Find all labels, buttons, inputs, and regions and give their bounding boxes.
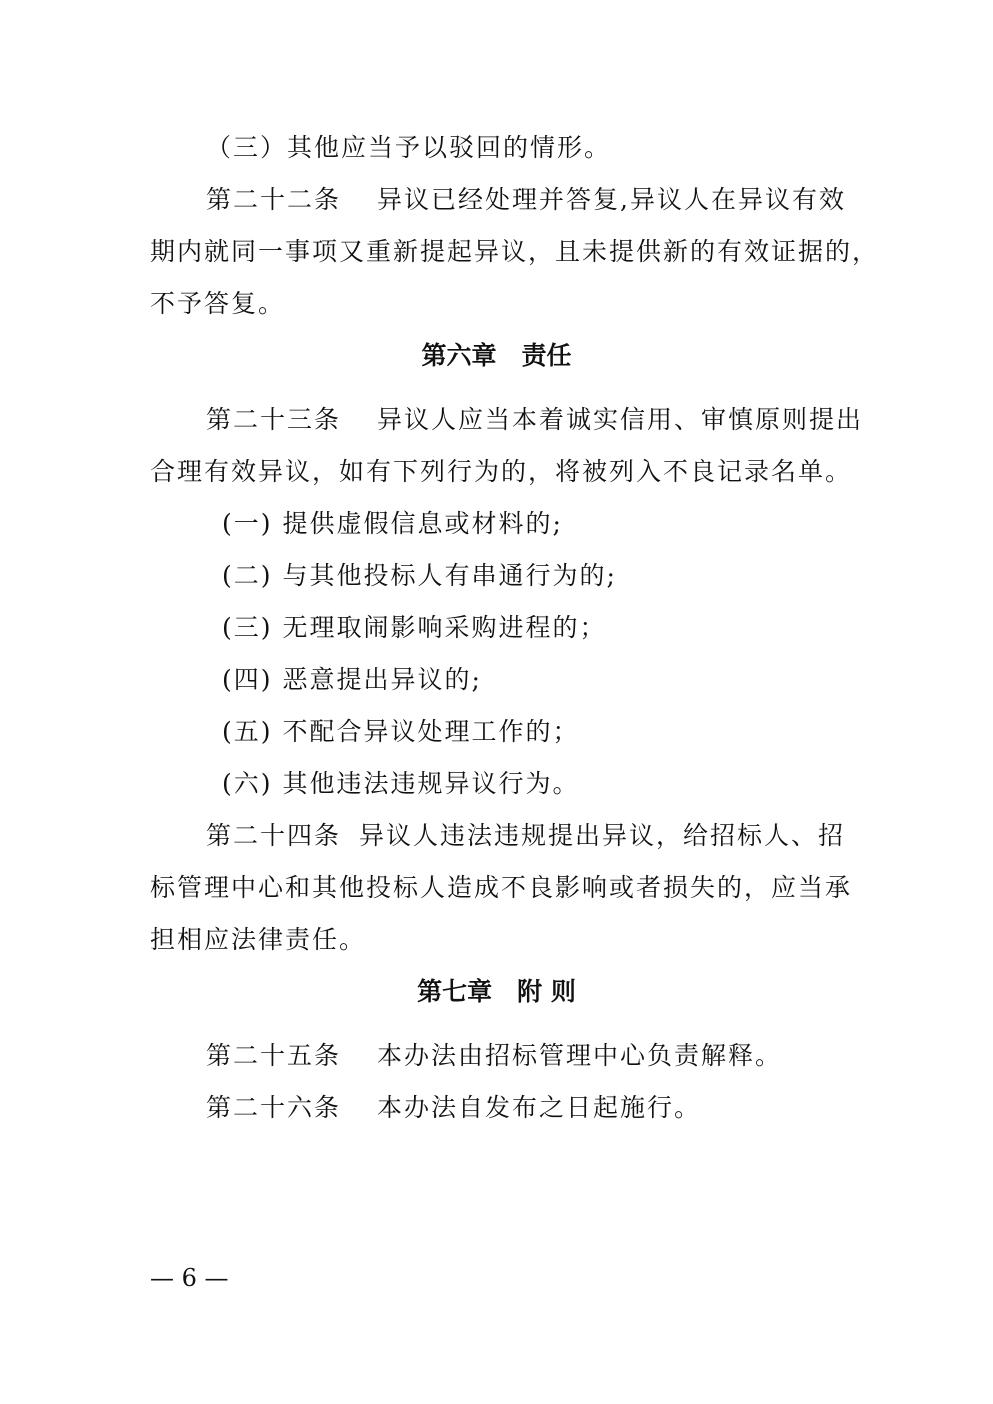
article-number: 第二十四条 bbox=[206, 821, 342, 850]
article-26 bbox=[206, 1092, 906, 1124]
article-text-line: 标管理中心和其他投标人造成不良影响或者损失的，应当承 bbox=[150, 873, 853, 902]
article-25 bbox=[206, 1040, 906, 1072]
article-number: 第二十五条 bbox=[206, 1041, 342, 1070]
article-number: 第二十三条 bbox=[206, 405, 342, 434]
list-item: (四) 恶意提出异议的; bbox=[222, 665, 482, 694]
list-item: (五) 不配合异议处理工作的； bbox=[222, 717, 580, 746]
article-text-line: 期内就同一事项又重新提起异议，且未提供新的有效证据的， bbox=[150, 237, 880, 266]
chapter-heading: 第七章 附 则 bbox=[417, 977, 576, 1006]
article-text: 本办法自发布之日起施行。 bbox=[377, 1093, 702, 1122]
article-text: 异议人应当本着诚实信用、审慎原则提出 bbox=[377, 405, 864, 434]
list-item: (六) 其他违法违规异议行为。 bbox=[222, 769, 580, 798]
article-text: 本办法由招标管理中心负责解释。 bbox=[377, 1041, 783, 1070]
chapter-heading: 第六章 责任 bbox=[421, 341, 572, 370]
article-text-line: 担相应法律责任。 bbox=[150, 925, 367, 954]
article-number: 第二十六条 bbox=[206, 1093, 342, 1122]
clause-line: （三）其他应当予以驳回的情形。 bbox=[206, 133, 612, 162]
list-item: (三) 无理取闹影响采购进程的； bbox=[222, 613, 607, 642]
article-24 bbox=[206, 820, 906, 852]
article-text-line: 不予答复。 bbox=[150, 289, 286, 318]
article-number: 第二十二条 bbox=[206, 185, 342, 214]
article-text: 异议已经处理并答复,异议人在异议有效 bbox=[377, 185, 846, 214]
article-text-line: 合理有效异议，如有下列行为的，将被列入不良记录名单。 bbox=[150, 457, 853, 486]
article-23 bbox=[206, 404, 906, 436]
article-text: 异议人违法违规提出异议，给招标人、招 bbox=[359, 821, 846, 850]
page-number: — 6 — bbox=[150, 1264, 229, 1292]
list-item: (二) 与其他投标人有串通行为的; bbox=[222, 561, 617, 590]
article-22 bbox=[206, 184, 906, 216]
list-item: (一) 提供虚假信息或材料的; bbox=[222, 509, 563, 538]
